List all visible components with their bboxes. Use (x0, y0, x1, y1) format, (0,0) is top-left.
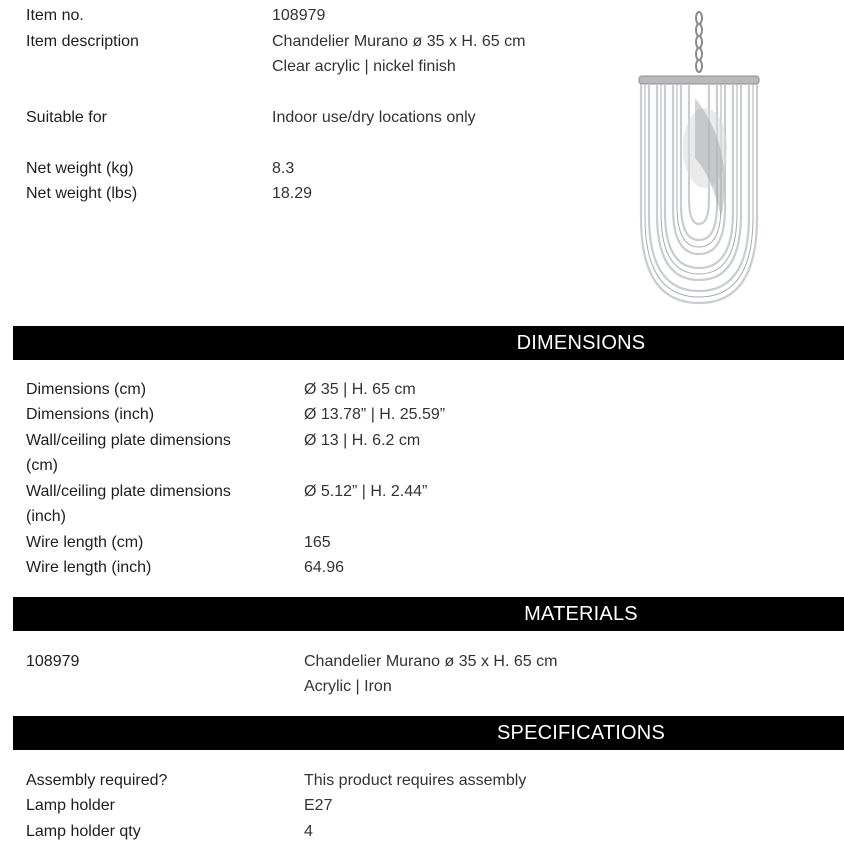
materials-line1: Chandelier Murano ø 35 x H. 65 cm (304, 653, 558, 670)
wire-length-inch-value: 64.96 (304, 559, 345, 576)
dimensions-inch-value: Ø 13.78” | H. 25.59” (304, 406, 446, 423)
materials-line2: Acrylic | Iron (304, 678, 392, 695)
lamp-holder-label: Lamp holder (26, 797, 115, 814)
wire-length-cm-label: Wire length (cm) (26, 534, 144, 551)
item-no-value: 108979 (272, 7, 326, 24)
plate-inch-value: Ø 5.12” | H. 2.44” (304, 483, 428, 500)
dimensions-cm-label: Dimensions (cm) (26, 381, 147, 398)
dimensions-header-text: DIMENSIONS (516, 332, 646, 354)
item-description-label: Item description (26, 33, 139, 50)
chandelier-image (625, 8, 770, 308)
materials-header-text: MATERIALS (524, 603, 638, 625)
plate-inch-label-line2: (inch) (26, 508, 67, 525)
net-weight-lbs-label: Net weight (lbs) (26, 185, 138, 202)
assembly-required-label: Assembly required? (26, 772, 168, 789)
dimensions-inch-label: Dimensions (inch) (26, 406, 155, 423)
suitable-for-value: Indoor use/dry locations only (272, 109, 476, 126)
plate-cm-label-line2: (cm) (26, 457, 58, 474)
lamp-holder-qty-value: 4 (304, 823, 313, 840)
plate-cm-label-line1: Wall/ceiling plate dimensions (26, 432, 231, 449)
assembly-required-value: This product requires assembly (304, 772, 527, 789)
lamp-holder-qty-label: Lamp holder qty (26, 823, 141, 840)
net-weight-lbs-value: 18.29 (272, 185, 313, 202)
net-weight-kg-value: 8.3 (272, 160, 295, 177)
suitable-for-label: Suitable for (26, 109, 107, 126)
wire-length-cm-value: 165 (304, 534, 331, 551)
materials-code: 108979 (26, 653, 80, 670)
chain-icon (696, 12, 702, 72)
plate-inch-label-line1: Wall/ceiling plate dimensions (26, 483, 231, 500)
materials-header (13, 597, 844, 631)
dimensions-cm-value: Ø 35 | H. 65 cm (304, 381, 416, 398)
net-weight-kg-label: Net weight (kg) (26, 160, 134, 177)
specifications-header-text: SPECIFICATIONS (496, 722, 665, 744)
plate-cm-value: Ø 13 | H. 6.2 cm (304, 432, 421, 449)
item-description-line2: Clear acrylic | nickel finish (272, 58, 456, 75)
lamp-holder-value: E27 (304, 797, 333, 814)
dimensions-header (13, 326, 844, 360)
item-no-label: Item no. (26, 7, 84, 24)
specifications-header (13, 716, 844, 750)
wire-length-inch-label: Wire length (inch) (26, 559, 152, 576)
item-description-line1: Chandelier Murano ø 35 x H. 65 cm (272, 33, 526, 50)
